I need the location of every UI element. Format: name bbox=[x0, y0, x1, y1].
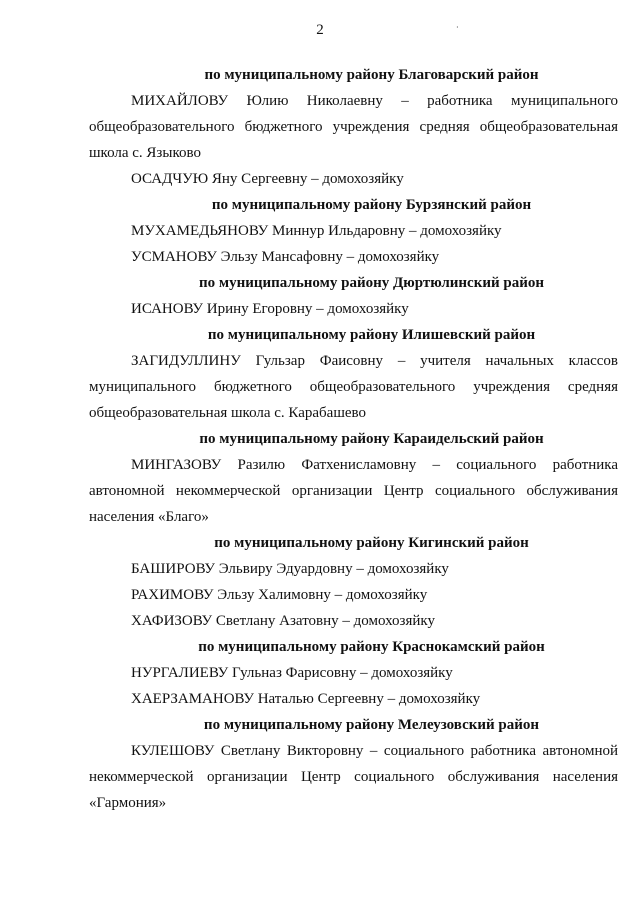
person-entry: МУХАМЕДЬЯНОВУ Миннур Ильдаровну – домохозяйку bbox=[131, 223, 502, 239]
person-entry: НУРГАЛИЕВУ Гульназ Фарисовну – домохозяйку bbox=[131, 665, 453, 681]
corner-mark: · bbox=[456, 23, 459, 32]
section-heading: по муниципальному району Караидельский район bbox=[199, 431, 544, 447]
person-entry: ХАФИЗОВУ Светлану Азатовну – домохозяйку bbox=[131, 613, 435, 629]
person-entry: КУЛЕШОВУ Светлану Викторовну – социального работника автономной некоммерческой организации Центр социального обслуживания населения «Гармония» bbox=[89, 743, 618, 811]
section-burzyansky bbox=[89, 192, 618, 270]
section-dyurtyulinsky bbox=[89, 270, 618, 322]
person-entry: МИХАЙЛОВУ Юлию Николаевну – работника муниципального общеобразовательного бюджетного учреждения средняя общеобразовательная школа с. Языково bbox=[89, 93, 618, 161]
section-heading: по муниципальному району Бурзянский район bbox=[211, 197, 532, 213]
person-entry: ИСАНОВУ Ирину Егоровну – домохозяйку bbox=[131, 301, 409, 317]
page-number: 2 bbox=[316, 22, 324, 38]
person-entry: ХАЕРЗАМАНОВУ Наталью Сергеевну – домохозяйку bbox=[131, 691, 481, 707]
document-body bbox=[89, 62, 618, 816]
person-entry: ЗАГИДУЛЛИНУ Гульзар Фаисовну – учителя начальных классов муниципального бюджетного общеобразовательного учреждения средняя общеобразовательная школа с. Карабашево bbox=[89, 353, 618, 421]
section-karaidelsky bbox=[89, 426, 618, 530]
section-heading: по муниципальному району Дюртюлинский район bbox=[198, 275, 545, 291]
section-kiginsky bbox=[89, 530, 618, 634]
section-heading: по муниципальному району Мелеузовский район bbox=[203, 717, 540, 733]
person-entry: МИНГАЗОВУ Разилю Фатхенисламовну – социального работника автономной некоммерческой организации Центр социального обслуживания населения «Благо» bbox=[89, 457, 618, 525]
section-heading: по муниципальному району Краснокамский район bbox=[198, 639, 545, 655]
section-heading: по муниципальному району Кигинский район bbox=[214, 535, 529, 551]
section-meleuzovsky bbox=[89, 712, 618, 816]
section-heading: по муниципальному району Илишевский район bbox=[207, 327, 536, 343]
person-entry: БАШИРОВУ Эльвиру Эдуардовну – домохозяйку bbox=[131, 561, 449, 577]
section-blagovarsky bbox=[89, 62, 618, 192]
section-krasnokamsky bbox=[89, 634, 618, 712]
person-entry: УСМАНОВУ Эльзу Мансафовну – домохозяйку bbox=[131, 249, 440, 265]
person-entry: РАХИМОВУ Эльзу Халимовну – домохозяйку bbox=[131, 587, 428, 603]
section-heading: по муниципальному району Благоварский район bbox=[204, 67, 539, 83]
section-ilishevsky bbox=[89, 322, 618, 426]
person-entry: ОСАДЧУЮ Яну Сергеевну – домохозяйку bbox=[131, 171, 404, 187]
